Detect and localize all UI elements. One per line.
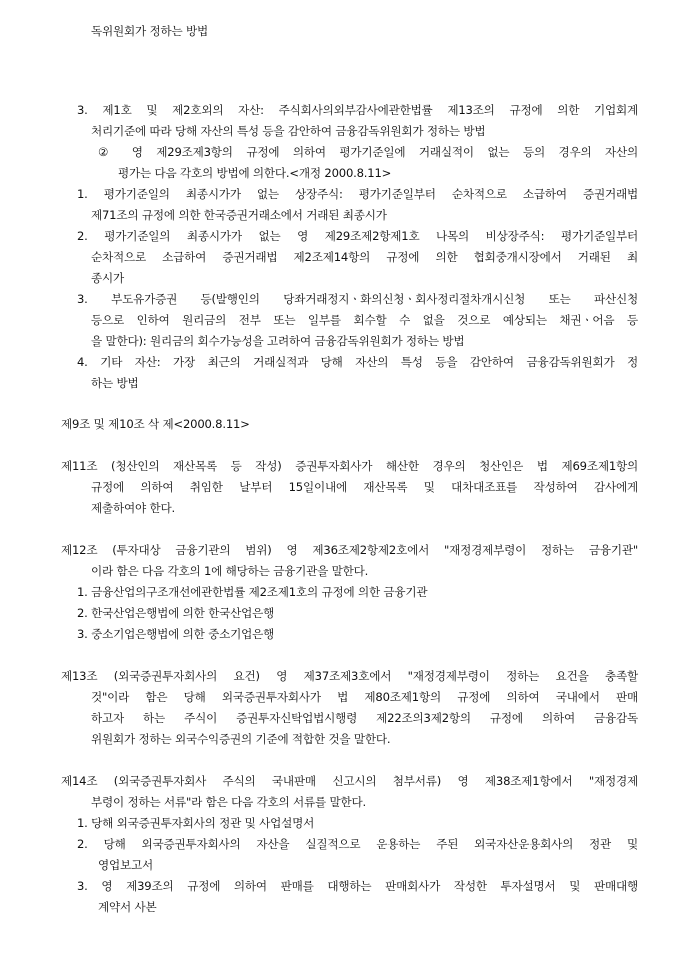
- text-line: 2. 평가기준일의 최종시가가 없는 영 제29조제2항제1호 나목의 비상장주식: 평가기준일부터: [77, 229, 638, 243]
- text-line: 계약서 사본: [98, 900, 157, 914]
- text-line: 것"이라 함은 당해 외국증권투자회사가 법 제80조제1항의 규정에 의하여 국내에서 판매: [91, 690, 638, 704]
- text-line: 3. 영 제39조의 규정에 의하여 판매를 대행하는 판매회사가 작성한 투자설명서 및 판매대행: [77, 879, 638, 893]
- text-line: 순차적으로 소급하여 증권거래법 제2조제14항의 규정에 의한 협회중개시장에서 거래된 최: [91, 250, 638, 264]
- text-line: 독위원회가 정하는 방법: [91, 24, 208, 38]
- text-line: 이라 함은 다음 각호의 1에 해당하는 금융기관을 말한다.: [91, 564, 369, 578]
- text-line: 3. 제1호 및 제2호외의 자산: 주식회사의외부감사에관한법률 제13조의 규정에 의한 기업회계: [77, 103, 638, 117]
- text-line: 하는 방법: [91, 376, 139, 390]
- text-line: 영업보고서: [98, 858, 153, 872]
- text-line: 제출하여야 한다.: [91, 501, 175, 515]
- text-line: 처리기준에 따라 당해 자산의 특성 등을 감안하여 금융감독위원회가 정하는 방법: [91, 124, 486, 138]
- text-line: 2. 당해 외국증권투자회사의 자산을 실질적으로 운용하는 주된 외국자산운용회사의 정관 및: [77, 837, 638, 851]
- text-line: 1. 당해 외국증권투자회사의 정관 및 사업설명서: [77, 816, 315, 830]
- text-line: 제71조의 규정에 의한 한국증권거래소에서 거래된 최종시가: [91, 208, 387, 222]
- text-line: 제14조 (외국증권투자회사 주식의 국내판매 신고시의 첨부서류) 영 제38조제1항에서 "재정경제: [61, 774, 638, 788]
- text-line: 제13조 (외국증권투자회사의 요건) 영 제37조제3호에서 "재정경제부령이 정하는 요건을 충족할: [61, 669, 638, 683]
- text-line: 3. 부도유가증권 등(발행인의 당좌거래정지ㆍ화의신청ㆍ회사정리절차개시신청 또는 파산신청: [77, 292, 638, 306]
- text-line: 부령이 정하는 서류"라 함은 다음 각호의 서류를 말한다.: [91, 795, 367, 809]
- text-line: 을 말한다): 원리금의 회수가능성을 고려하여 금융감독위원회가 정하는 방법: [91, 334, 465, 348]
- text-line: ② 영 제29조제3항의 규정에 의하여 평가기준일에 거래실적이 없는 등의 경우의 자산의: [98, 145, 638, 159]
- text-line: 제11조 (청산인의 재산목록 등 작성) 증권투자회사가 해산한 경우의 청산인은 법 제69조제1항의: [61, 459, 638, 473]
- text-line: 종시가: [91, 271, 124, 285]
- text-line: 3. 중소기업은행법에 의한 중소기업은행: [77, 627, 275, 641]
- text-line: 4. 기타 자산: 가장 최근의 거래실적과 당해 자산의 특성 등을 감안하여 금융감독위원회가 정: [77, 355, 638, 369]
- text-line: 등으로 인하여 원리금의 전부 또는 일부를 회수할 수 없을 것으로 예상되는 채권ㆍ어음 등: [91, 313, 638, 327]
- text-line: 규정에 의하여 취임한 날부터 15일이내에 재산목록 및 대차대조표를 작성하여 감사에게: [91, 480, 638, 494]
- text-line: 2. 한국산업은행법에 의한 한국산업은행: [77, 606, 275, 620]
- text-line: 하고자 하는 주식이 증권투자신탁업법시행령 제22조의3제2항의 규정에 의하여 금융감독: [91, 711, 638, 725]
- text-line: 1. 평가기준일의 최종시가가 없는 상장주식: 평가기준일부터 순차적으로 소급하여 증권거래법: [77, 187, 638, 201]
- text-line: 제12조 (투자대상 금융기관의 범위) 영 제36조제2항제2호에서 "재정경제부령이 정하는 금융기관": [61, 543, 638, 557]
- text-line: 평가는 다음 각호의 방법에 의한다.<개정 2000.8.11>: [118, 166, 392, 180]
- text-line: 위원회가 정하는 외국수익증권의 기준에 적합한 것을 말한다.: [91, 732, 391, 746]
- text-line: 1. 금융산업의구조개선에관한법률 제2조제1호의 규정에 의한 금융기관: [77, 585, 428, 599]
- text-line: 제9조 및 제10조 삭 제<2000.8.11>: [61, 417, 250, 431]
